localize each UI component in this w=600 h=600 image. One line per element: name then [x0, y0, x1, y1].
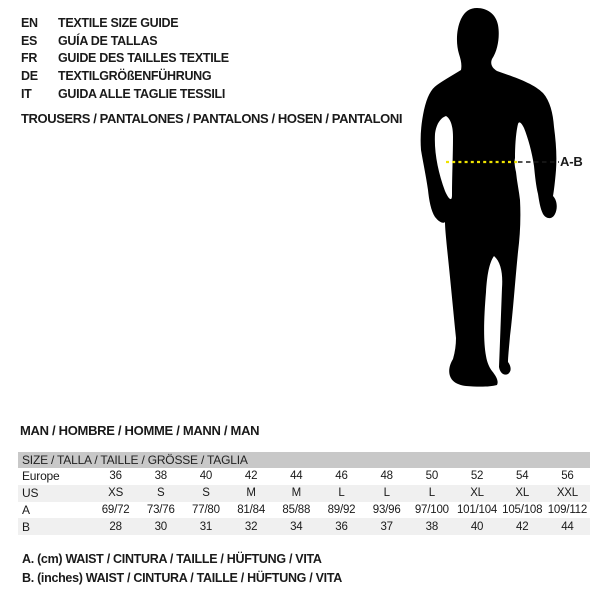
table-cell: M [291, 487, 301, 500]
table-cell: 77/80 [192, 503, 220, 516]
table-cell: 81/84 [237, 503, 266, 516]
waist-measure-label: A-B [560, 154, 583, 169]
table-cell: 85/88 [282, 503, 311, 516]
table-cell: 52 [470, 470, 484, 483]
table-cell: 44 [561, 520, 574, 533]
measurement-notes [22, 549, 342, 587]
language-label: TEXTILGRÖßENFÜHRUNG [58, 69, 212, 84]
table-cell: S [202, 487, 210, 500]
table-cell: 36 [109, 470, 122, 483]
language-code: DE [21, 69, 38, 84]
table-cell: 73/76 [146, 503, 175, 516]
table-cell: XS [108, 487, 124, 500]
table-row-label: US [22, 486, 39, 501]
table-cell: 46 [335, 470, 348, 483]
note-a-cm: A. (cm) WAIST / CINTURA / TAILLE / HÜFTUNG / VITA [22, 551, 322, 566]
table-cell: 69/72 [101, 503, 130, 516]
language-code: EN [21, 15, 38, 30]
table-cell: 93/96 [372, 503, 401, 516]
table-cell: 40 [470, 520, 484, 533]
table-row-label: Europe [22, 469, 60, 484]
section-title-man: MAN / HOMBRE / HOMME / MANN / MAN [20, 423, 260, 438]
language-label: GUÍA DE TALLAS [58, 33, 158, 48]
table-cell: XL [470, 487, 484, 500]
table-cell: M [246, 487, 256, 500]
table-cell: 50 [425, 470, 439, 483]
table-cell: 38 [425, 520, 439, 533]
size-table-body [18, 468, 590, 535]
garment-type-line: TROUSERS / PANTALONES / PANTALONS / HOSEN / PANTALONI [21, 111, 403, 126]
table-cell: S [157, 487, 165, 500]
size-table-header-label: SIZE / TALLA / TAILLE / GRÖSSE / TAGLIA [22, 453, 248, 467]
table-row [18, 485, 590, 502]
table-cell: 28 [109, 520, 122, 533]
table-cell: XL [515, 487, 530, 500]
language-code: FR [21, 51, 38, 66]
table-cell: 101/104 [456, 503, 498, 516]
note-b-inches: B. (inches) WAIST / CINTURA / TAILLE / HÜFTUNG / VITA [22, 570, 342, 585]
table-cell: 40 [199, 470, 213, 483]
table-row-label: B [22, 519, 30, 534]
table-cell: 56 [561, 470, 574, 483]
table-cell: 89/92 [327, 503, 356, 516]
language-label: GUIDA ALLE TAGLIE TESSILI [58, 87, 226, 102]
man-silhouette [421, 8, 557, 387]
table-row [18, 468, 590, 485]
table-cell: L [428, 487, 435, 500]
table-cell: 109/112 [547, 503, 588, 516]
table-cell: 38 [154, 470, 167, 483]
table-cell: 37 [380, 520, 393, 533]
table-cell: 54 [516, 470, 529, 483]
table-cell: 31 [199, 520, 213, 533]
size-table-header [18, 452, 590, 468]
table-cell: 30 [154, 520, 167, 533]
table-cell: 97/100 [414, 503, 449, 516]
table-cell: 32 [244, 520, 258, 533]
table-cell: L [383, 487, 390, 500]
table-row-label: A [22, 502, 30, 517]
language-code: IT [21, 87, 32, 102]
table-cell: 42 [244, 470, 258, 483]
table-cell: 44 [290, 470, 303, 483]
table-cell: 36 [335, 520, 348, 533]
language-label: TEXTILE SIZE GUIDE [58, 15, 179, 30]
table-row [18, 502, 590, 519]
table-cell: 48 [380, 470, 393, 483]
size-table [18, 452, 590, 535]
table-cell: XXL [556, 487, 578, 500]
language-label: GUIDE DES TAILLES TEXTILE [58, 51, 229, 66]
table-cell: 105/108 [502, 503, 543, 516]
language-code: ES [21, 33, 38, 48]
table-row [18, 518, 590, 535]
table-cell: L [338, 487, 345, 500]
table-cell: 42 [516, 520, 529, 533]
table-cell: 34 [290, 520, 303, 533]
